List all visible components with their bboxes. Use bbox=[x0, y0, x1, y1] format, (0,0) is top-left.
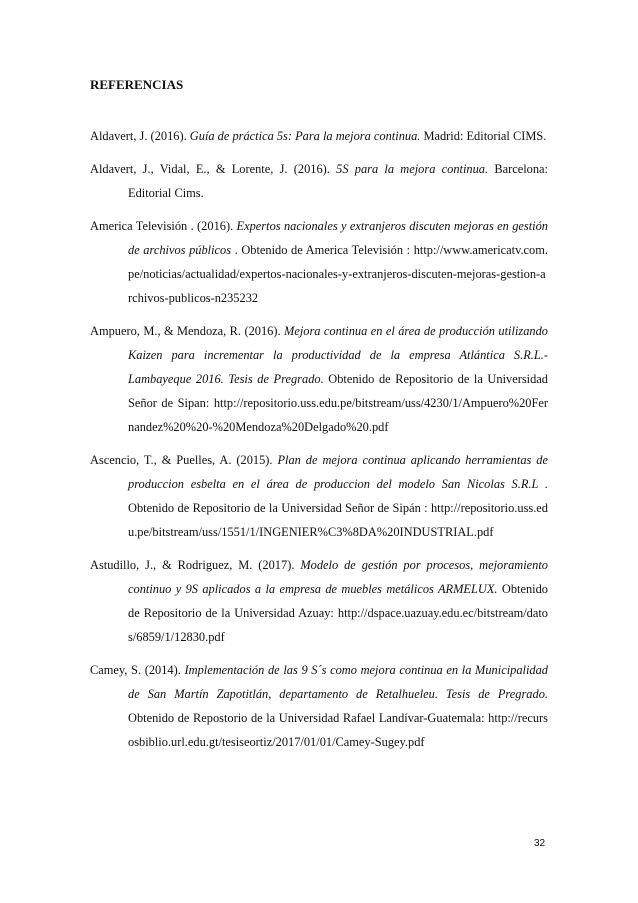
reference-title: Guía de práctica 5s: Para la mejora continua. bbox=[189, 129, 421, 143]
references-heading: REFERENCIAS bbox=[90, 77, 184, 92]
reference-source: . Obtenido de America Televisión : bbox=[231, 243, 414, 257]
reference-authors-date: Astudillo, J., & Rodriguez, M. (2017). bbox=[90, 558, 301, 572]
reference-source: Obtenido de Repositorio de la Universidad Azuay: bbox=[128, 582, 548, 620]
reference-url[interactable]: http://recursosbiblio.url.edu.gt/tesiseortiz/2017/01/01/Camey-Sugey.pdf bbox=[128, 711, 548, 749]
reference-item bbox=[90, 553, 548, 649]
reference-authors-date: Ampuero, M., & Mendoza, R. (2016). bbox=[90, 324, 285, 338]
reference-url[interactable]: http://repositorio.uss.edu.pe/bitstream/uss/1551/1/INGENIER%C3%8DA%20INDUSTRIAL.pdf bbox=[128, 501, 548, 539]
reference-authors-date: America Televisión . (2016). bbox=[90, 219, 237, 233]
reference-item bbox=[90, 658, 548, 754]
reference-authors-date: Aldavert, J., Vidal, E., & Lorente, J. (2016). bbox=[90, 162, 337, 176]
reference-url[interactable]: http://www.americatv.com.pe/noticias/actualidad/expertos-nacionales-y-extranjeros-discuten-mejoras-gestion-archivos-publicos-n235232 bbox=[128, 243, 548, 305]
reference-title: Mejora continua en el área de producción utilizando Kaizen para incrementar la productividad de la empresa Atlántica S.R.L.-Lambayeque 2016. Tesis de Pregrado. bbox=[128, 324, 548, 386]
reference-source: Madrid: Editorial CIMS. bbox=[420, 129, 547, 143]
reference-url[interactable]: http://repositorio.uss.edu.pe/bitstream/uss/4230/1/Ampuero%20Fernandez%20%20-%20Mendoza%20Delgado%20.pdf bbox=[128, 396, 548, 434]
reference-list bbox=[90, 124, 548, 763]
reference-authors-date: Camey, S. (2014). bbox=[90, 663, 185, 677]
reference-item bbox=[90, 157, 548, 205]
reference-source: Obtenido de Repostorio de la Universidad Rafael Landívar-Guatemala: bbox=[128, 711, 489, 725]
reference-authors-date: Aldavert, J. (2016). bbox=[90, 129, 190, 143]
reference-item bbox=[90, 124, 548, 148]
reference-source: Obtenido de Repositorio de la Universidad Señor de Sipán : bbox=[128, 501, 431, 515]
reference-item bbox=[90, 448, 548, 544]
page-number: 32 bbox=[534, 838, 546, 849]
reference-item bbox=[90, 319, 548, 439]
reference-url[interactable]: http://dspace.uazuay.edu.ec/bitstream/datos/6859/1/12830.pdf bbox=[128, 606, 548, 644]
reference-source: Obtenido de Repositorio de la Universidad Señor de Sipan: bbox=[128, 372, 548, 410]
reference-title: 5S para la mejora continua. bbox=[336, 162, 489, 176]
reference-title: Plan de mejora continua aplicando herramientas de produccion esbelta en el área de produccion del modelo San Nicolas S.R.L . bbox=[128, 453, 548, 491]
reference-title: Modelo de gestión por procesos, mejoramiento continuo y 9S aplicados a la empresa de muebles metálicos ARMELUX. bbox=[128, 558, 548, 596]
reference-authors-date: Ascencio, T., & Puelles, A. (2015). bbox=[90, 453, 278, 467]
reference-title: Expertos nacionales y extranjeros discuten mejoras en gestión de archivos públicos bbox=[128, 219, 548, 257]
reference-item bbox=[90, 214, 548, 310]
reference-title: Implementación de las 9 S´s como mejora continua en la Municipalidad de San Martín Zapotitlán, departamento de Retalhueleu. Tesis de Pregrado. bbox=[128, 663, 549, 701]
reference-source: Barcelona: Editorial Cims. bbox=[128, 162, 548, 200]
